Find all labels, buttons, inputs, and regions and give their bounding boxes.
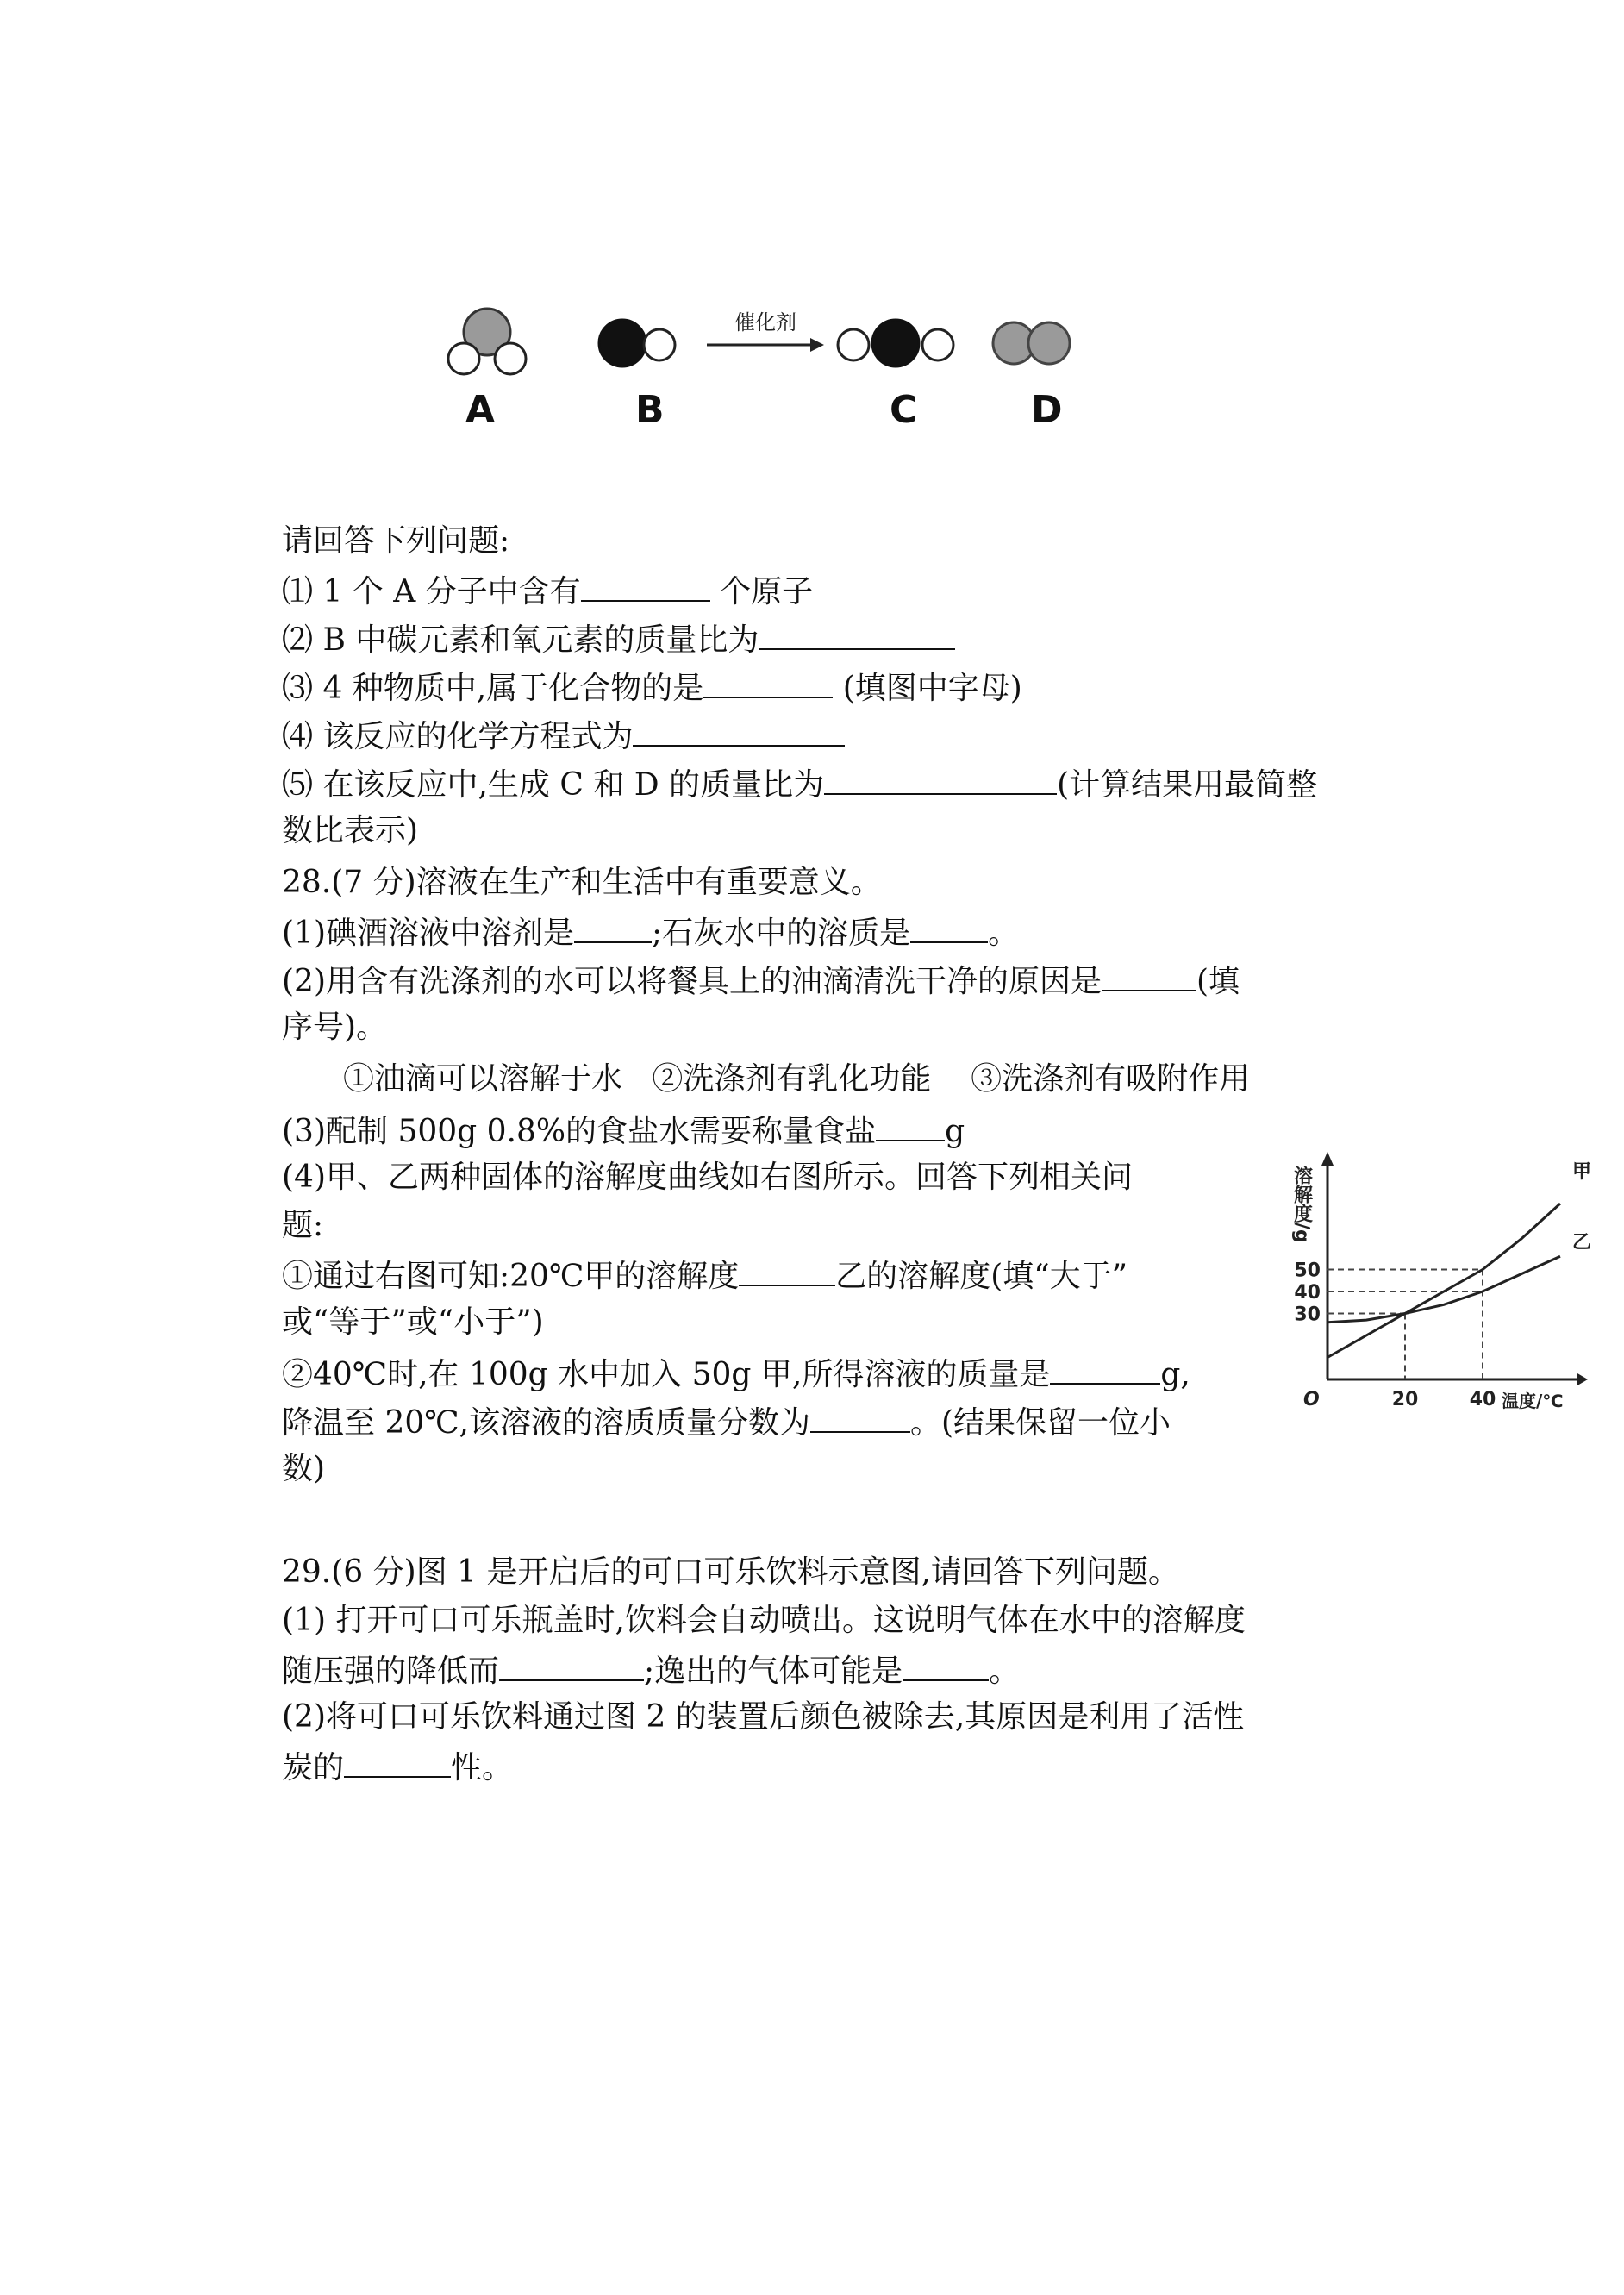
- answer-blank[interactable]: [876, 1110, 945, 1141]
- q27-item-2-text: ⑵ B 中碳元素和氧元素的质量比为: [282, 622, 759, 658]
- q27-item-5-text: ⑸ 在该反应中,生成 C 和 D 的质量比为: [282, 767, 825, 803]
- q28-part2-text: (2)用含有洗涤剂的水可以将餐具上的油滴清洗干净的原因是: [282, 964, 1102, 999]
- answer-blank[interactable]: [703, 667, 833, 698]
- y-tick-label: 50: [1294, 1260, 1321, 1282]
- q27-intro: 请回答下列问题:: [282, 523, 510, 559]
- q27-item-3-text: ⑶ 4 种物质中,属于化合物的是: [282, 671, 704, 706]
- answer-blank[interactable]: [574, 912, 652, 943]
- answer-blank[interactable]: [824, 764, 1057, 795]
- answer-blank[interactable]: [903, 1650, 989, 1681]
- q28-part1-mid: ;石灰水中的溶质是: [652, 916, 911, 951]
- q28-sub1-cont: 或“等于”或“小于”): [282, 1304, 544, 1340]
- y-tick-label: 40: [1294, 1282, 1321, 1304]
- q28-part3-unit: g: [945, 1114, 965, 1149]
- q28-options: ①油滴可以溶解于水 ②洗涤剂有乳化功能 ③洗涤剂有吸附作用: [343, 1061, 1251, 1097]
- q28-part4-cont: 题:: [282, 1208, 324, 1243]
- q28-part2: [282, 960, 1240, 1001]
- answer-blank[interactable]: [344, 1747, 451, 1778]
- q28-part1: [282, 912, 1019, 953]
- q28-sub2-cont-tail: 。(结果保留一位小: [909, 1405, 1171, 1441]
- answer-blank[interactable]: [910, 912, 988, 943]
- q28-part1-end: 。: [988, 916, 1020, 951]
- q28-title: 28.(7 分)溶液在生产和生活中有重要意义。: [282, 865, 882, 900]
- q28-sub1-tail: 乙的溶解度(填“大于”: [835, 1259, 1128, 1294]
- molecule-a: [448, 309, 526, 374]
- reaction-arrow: [707, 310, 824, 352]
- series-label: 乙: [1572, 1232, 1592, 1254]
- label-c: C: [890, 388, 918, 432]
- q27-item-5-tail: (计算结果用最简整: [1057, 767, 1318, 803]
- series-line-yi: [1327, 1256, 1560, 1323]
- answer-blank[interactable]: [759, 619, 955, 650]
- reaction-diagram: [431, 293, 1121, 448]
- chart-guides: [1327, 1270, 1483, 1380]
- q27-item-4: [282, 716, 845, 756]
- x-tick-labels: [1392, 1389, 1496, 1410]
- q27-item-1-text: ⑴ 1 个 A 分子中含有: [282, 574, 581, 610]
- q29-part1-cont-text: 随压强的降低而: [282, 1654, 500, 1689]
- q28-part3-text: (3)配制 500g 0.8%的食盐水需要称量食盐: [282, 1114, 877, 1149]
- q28-part3: [282, 1110, 965, 1151]
- answer-blank[interactable]: [633, 716, 845, 747]
- q27-item-3: [282, 667, 1022, 708]
- series-label: 甲: [1572, 1161, 1592, 1183]
- x-tick-label: 40: [1469, 1389, 1496, 1410]
- q29-part1-cont: [282, 1650, 1020, 1691]
- answer-blank[interactable]: [581, 571, 710, 602]
- x-axis-label: 温度/℃: [1502, 1391, 1564, 1411]
- q28-part1-text: (1)碘酒溶液中溶剂是: [282, 916, 574, 951]
- answer-blank[interactable]: [1050, 1354, 1160, 1385]
- q27-item-1: [282, 571, 813, 611]
- answer-blank[interactable]: [1102, 960, 1196, 991]
- answer-blank[interactable]: [810, 1402, 910, 1433]
- y-tick-label: 30: [1294, 1304, 1321, 1326]
- q29-part2-cont: [282, 1747, 513, 1787]
- q27-item-5-cont: 数比表示): [282, 813, 419, 848]
- q29-part1: (1) 打开可口可乐瓶盖时,饮料会自动喷出。这说明气体在水中的溶解度: [282, 1603, 1246, 1638]
- q28-sub1: [282, 1255, 1127, 1296]
- q28-part2-cont: 序号)。: [282, 1010, 388, 1045]
- series-line-jia: [1327, 1204, 1560, 1358]
- q27-item-5: [282, 764, 1317, 804]
- q28-sub2-tail: g,: [1160, 1357, 1190, 1392]
- y-tick-labels: [1294, 1260, 1321, 1326]
- label-d: D: [1031, 388, 1063, 432]
- molecule-d: [993, 322, 1070, 364]
- solubility-chart: [1276, 1147, 1592, 1423]
- q29-part2-cont-text: 炭的: [282, 1750, 345, 1785]
- label-b: B: [635, 388, 665, 432]
- q28-sub1-text: ①通过右图可知:20℃甲的溶解度: [282, 1259, 740, 1294]
- q28-sub2: [282, 1354, 1190, 1394]
- q28-sub2-cont2: 数): [282, 1451, 326, 1486]
- molecule-b: [599, 320, 675, 366]
- q28-sub2-cont: [282, 1402, 1171, 1442]
- label-a: A: [465, 388, 496, 432]
- q27-item-4-text: ⑷ 该反应的化学方程式为: [282, 719, 634, 754]
- q29-part1-cont-mid: ;逸出的气体可能是: [644, 1654, 903, 1689]
- catalyst-label: 催化剂: [734, 310, 796, 335]
- x-tick-label: 20: [1391, 1389, 1419, 1410]
- answer-blank[interactable]: [739, 1255, 835, 1286]
- q28-sub2-text: ②40℃时,在 100g 水中加入 50g 甲,所得溶液的质量是: [282, 1357, 1051, 1392]
- q27-item-3-tail: (填图中字母): [833, 671, 1022, 706]
- answer-blank[interactable]: [499, 1650, 644, 1681]
- q29-part2-cont-tail: 性。: [451, 1750, 514, 1785]
- q29-title: 29.(6 分)图 1 是开启后的可口可乐饮料示意图,请回答下列问题。: [282, 1554, 1179, 1590]
- q27-item-2: [282, 619, 955, 660]
- q29-part2: (2)将可口可乐饮料通过图 2 的装置后颜色被除去,其原因是利用了活性: [282, 1699, 1245, 1735]
- chart-series: [1327, 1161, 1591, 1358]
- molecule-c: [838, 320, 953, 366]
- q28-part2-tail: (填: [1196, 964, 1240, 999]
- q28-part4: (4)甲、乙两种固体的溶解度曲线如右图所示。回答下列相关问: [282, 1160, 1133, 1195]
- origin-label: O: [1303, 1389, 1320, 1410]
- q27-item-1-tail: 个原子: [709, 574, 814, 610]
- q28-sub2-cont-text: 降温至 20℃,该溶液的溶质质量分数为: [282, 1405, 810, 1441]
- q29-part1-cont-end: 。: [989, 1654, 1021, 1689]
- y-axis-label: 溶解度/g: [1290, 1166, 1313, 1243]
